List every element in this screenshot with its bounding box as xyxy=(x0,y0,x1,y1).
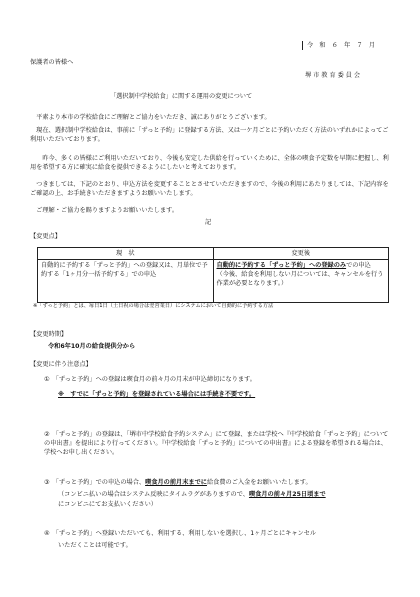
note-3-convenience-deadline: 喫食月の前々月25日頃まで xyxy=(248,491,326,498)
date-line xyxy=(302,41,375,50)
body-paragraph-2: 現在、選択制中学校給食は、事前に「ずっと予約」に登録する方法、又は一ケ月ごとに予約いただく方法のいずれかによってご利用いただいております。 xyxy=(30,127,389,143)
note-3-line-2-pre: （コンビニ払いの場合はシステム反映にタイムラグがありますので、 xyxy=(58,491,249,498)
timing-text: 令和6年10月の給食提供分から xyxy=(48,343,136,350)
col-after-header: 変更後 xyxy=(213,248,389,260)
after-method-emphasis: 自動的に予約する「ずっと予約」への登録のみ xyxy=(216,262,347,269)
comparison-table xyxy=(37,247,389,303)
sender: 堺 市 教 育 委 員 会 xyxy=(305,72,361,79)
note-4-line-1: ④ 「ずっと予約」へ登録いただいても、利用する、利用しないを選択し、1ヶ月ごとにキャンセル xyxy=(44,530,317,537)
note-3-line-1 xyxy=(44,478,312,487)
body-paragraph-3: 昨今、多くの皆様にご利用いただいており、今後も安定した供給を行っていくために、全体の喫食予定数を早期に把握し、利用を希望する方に確実に給食を提供できるようにしたいと考えております。 xyxy=(30,155,389,171)
note-3-line-2 xyxy=(58,490,326,499)
ki-mark: 記 xyxy=(205,219,212,226)
after-method-cell xyxy=(213,260,389,303)
body-paragraph-4: つきましては、下記のとおり、申込方法を変更することとさせていただきますので、今後の利用にあたりましては、下記内容をご確認の上、お手続きいただきますようお願いいたします。 xyxy=(30,181,389,197)
table-row xyxy=(38,260,389,303)
body-paragraph-5: ご理解・ご協力を賜りますようお願いいたします。 xyxy=(30,207,179,214)
note-2: ② 「ずっと予約」の登録は、「堺市中学校給食予約システム」にて登録、または学校へ『中学校給食「ずっと予約」についての申出書』を提出により行ってください。『中学校給食「ずっと予約」についての申出書』による登録を希望される場合は、学校へお申し出ください。 xyxy=(44,431,389,456)
after-method-rest: での申込 xyxy=(346,262,371,269)
body-paragraph-1: 平素より本市の学校給食にご理解とご協力をいただき、誠にありがとうございます。 xyxy=(30,114,271,121)
table-header-row xyxy=(38,248,389,260)
note-4-line-2: いただくことは可能です。 xyxy=(58,542,132,549)
timing-heading: 【変更時期】 xyxy=(30,331,68,338)
recipient: 保護者の皆様へ xyxy=(30,59,74,66)
note-3-post: 給食費のご入金をお願いいたします。 xyxy=(206,479,312,486)
change-points-heading: 【変更点】 xyxy=(30,233,61,240)
date: 令 和 ６ 年 ７ 月 xyxy=(307,42,376,49)
note-1-line-2: ※ すでに「ずっと予約」を登録されている場合には手続き不要です。 xyxy=(58,391,256,398)
note-3-deadline: 喫食月の前月末までに xyxy=(145,479,207,486)
notes-heading: 【変更に伴う注意点】 xyxy=(30,361,92,368)
document-title: 「選択制中学校給食」に関する運用の変更について xyxy=(110,93,253,100)
footnote: ※「ずっと予約」とは、毎日1日（土日祝の場合は翌営業日）にシステムにおいて自動的に予約する方法 xyxy=(33,303,274,309)
current-method-cell: 自動的に予約する「ずっと予約」への登録又は、月単位で予約する「1ヶ月分一括予約する」での申込 xyxy=(38,260,214,303)
note-3-line-3: にコンビニにてお支払いください） xyxy=(58,501,157,508)
col-current-header: 現 状 xyxy=(38,248,214,260)
note-1-line-1: ① 「ずっと予約」への登録は喫食月の前々月の月末が申込締切になります。 xyxy=(44,376,256,383)
note-3-pre: ③ 「ずっと予約」での申込の場合、 xyxy=(44,479,146,486)
after-method-note: （今後、給食を利用しない月については、キャンセルを行う作業が必要となります。） xyxy=(216,271,384,287)
